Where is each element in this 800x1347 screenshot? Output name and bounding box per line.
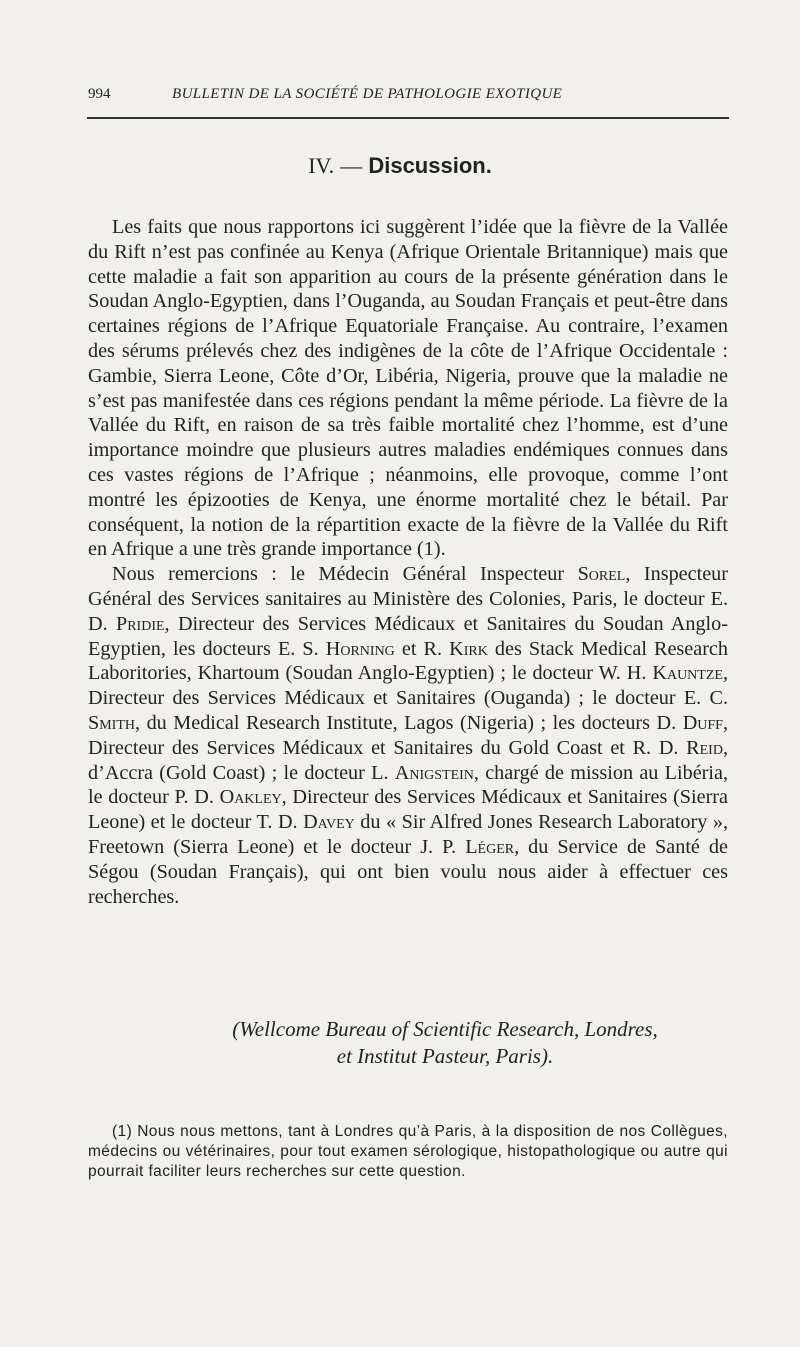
section-dash: — <box>340 153 363 178</box>
ack-text: des Stack Medical Research Laboritories, Khartoum (Soudan Anglo-Egyptien) ; le docteur W. H. <box>88 637 728 685</box>
person-name: Davey <box>303 811 355 834</box>
person-name: Smith <box>88 711 135 734</box>
ack-text: , Directeur des Services Médicaux et Sanitaires (Sierra Leone) et le docteur T. D. <box>88 786 728 834</box>
ack-text: , chargé de mission au Libéria, le docteur P. D. <box>88 761 728 809</box>
affiliation-line-2: et Institut Pasteur, Paris). <box>336 1044 554 1068</box>
ack-text: , Directeur des Services Médicaux et Sanitaires du Gold Coast et R. D. <box>88 711 728 759</box>
paragraph-findings: Les faits que nous rapportons ici suggèrent l’idée que la fièvre de la Vallée du Rift n’est pas confinée au Kenya (Afrique Orientale Britannique) mais que cette maladie a fait son apparition au cours de la présente génération dans le Soudan Anglo-Egyptien, dans l’Ouganda, au Soudan Français et peut-être dans certaines régions de l’Afrique Equatoriale Française. Au contraire, l’examen des sérums prélevés chez des indigènes de la côte de l’Afrique Occidentale : Gambie, Sierra Leone, Côte d’Or, Libéria, Nigeria, prouve que la maladie ne s’est pas manifestée dans ces régions pendant la même période. La fièvre de la Vallée du Rift, en raison de sa très faible mortalité chez l’homme, est d’une importance moindre que plusieurs autres maladies endémiques connues dans ces vastes régions de l’Afrique ; néanmoins, elle provoque, comme l’ont montré les épizooties de Kenya, une énorme mortalité chez le bétail. Par conséquent, la notion de la répartition exacte de la fièvre de la Vallée du Rift en Afrique a une très grande importance (1). <box>88 216 728 561</box>
header-rule <box>87 117 729 119</box>
affiliation-line-1: (Wellcome Bureau of Scientific Research, Londres, <box>232 1017 658 1041</box>
person-name: Oakley <box>219 786 282 809</box>
person-name: Pridie <box>115 612 165 635</box>
person-name: Duff <box>682 711 723 734</box>
ack-text: , Inspecteur Général des Services sanitaires au Ministère des Colonies, Paris, le docteur E. D. <box>88 563 728 635</box>
ack-text: , du Service de Santé de Ségou (Soudan Français), qui ont bien voulu nous aider à effectuer ces recherches. <box>88 835 728 908</box>
person-name: Anigstein <box>394 761 474 784</box>
person-name: Horning <box>325 637 395 660</box>
affiliation-signature <box>150 1016 740 1070</box>
person-name: Léger <box>465 835 515 858</box>
person-name: Kauntze <box>652 662 723 685</box>
footnote-text: (1) Nous nous mettons, tant à Londres qu’à Paris, à la disposition de nos Collègues, médecins ou vétérinaires, pour tout examen sérologique, histopathologique ou autre qui pourrait faciliter leurs recherches sur cette question. <box>88 1123 728 1180</box>
person-name: Sorel <box>577 563 626 586</box>
ack-text: du « Sir Alfred Jones Research Laboratory », Freetown (Sierra Leone) et le docteur J. P. <box>88 811 728 858</box>
ack-text: Nous remercions : le Médecin Général Inspecteur <box>112 563 578 586</box>
ack-text: , du Medical Research Institute, Lagos (Nigeria) ; les docteurs D. <box>135 711 683 734</box>
paragraph-acknowledgements <box>88 562 728 909</box>
section-heading <box>0 153 800 179</box>
ack-text: , d’Accra (Gold Coast) ; le docteur L. <box>88 736 728 784</box>
ack-text: , Directeur des Services Médicaux et Sanitaires (Ouganda) ; le docteur E. C. <box>88 662 728 710</box>
footnote <box>88 1122 728 1182</box>
ack-text: et R. <box>394 637 450 660</box>
section-title: Discussion. <box>368 153 492 178</box>
page-number: 994 <box>88 86 111 102</box>
body-text <box>88 215 728 909</box>
section-number: IV. <box>308 153 335 178</box>
ack-text: , Directeur des Services Médicaux et Sanitaires du Soudan Anglo-Egyptien, les docteurs E. S. <box>88 612 728 660</box>
journal-title: BULLETIN DE LA SOCIÉTÉ DE PATHOLOGIE EXOTIQUE <box>172 86 563 102</box>
person-name: Reid <box>686 736 723 759</box>
person-name: Kirk <box>449 637 488 660</box>
